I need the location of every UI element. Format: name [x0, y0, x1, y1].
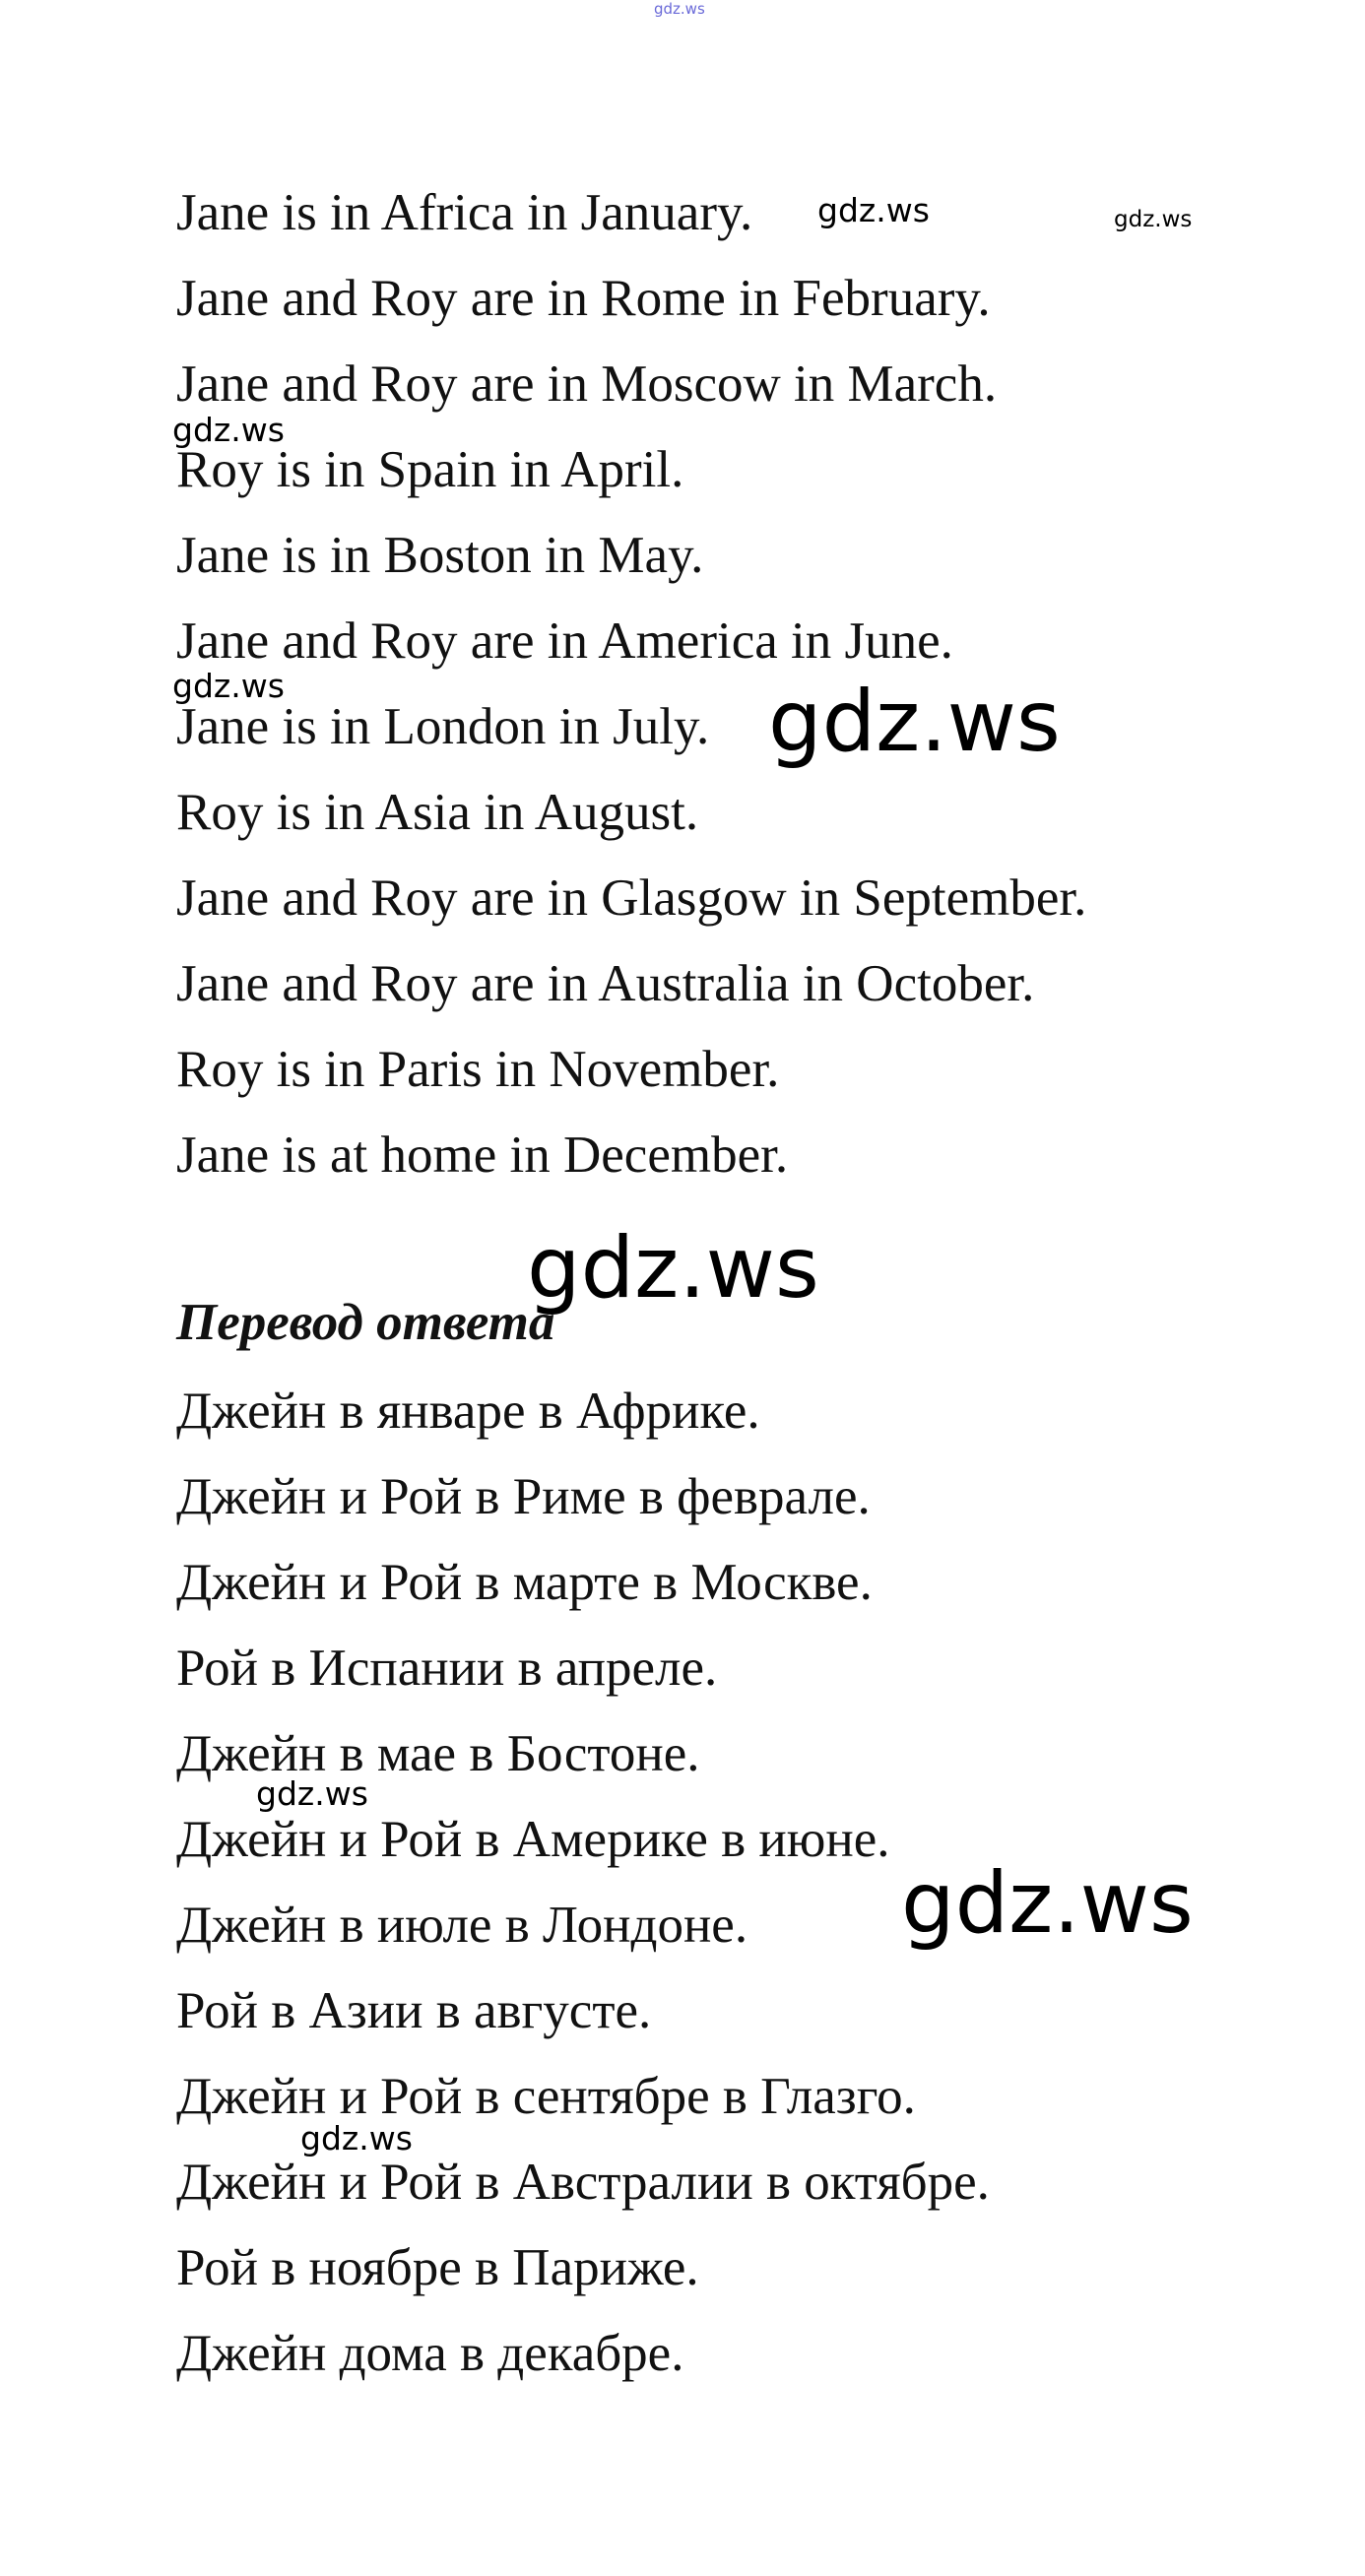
watermark-small: gdz.ws: [256, 1774, 368, 1813]
russian-line-5: Джейн в мае в Бостоне.: [176, 1725, 700, 1782]
english-line-2: Jane and Roy are in Rome in February.: [176, 270, 991, 327]
russian-line-4: Рой в Испании в апреле.: [176, 1640, 718, 1697]
watermark-corner: gdz.ws: [1114, 207, 1193, 232]
translation-heading: Перевод ответа: [176, 1294, 555, 1351]
russian-line-3: Джейн и Рой в марте в Москве.: [176, 1554, 873, 1611]
watermark-small: gdz.ws: [300, 2119, 413, 2157]
russian-line-12: Джейн дома в декабре.: [176, 2325, 684, 2382]
russian-line-10: Джейн и Рой в Австралии в октябре.: [176, 2154, 990, 2211]
watermark-small: gdz.ws: [172, 667, 285, 705]
english-line-12: Jane is at home in December.: [176, 1127, 789, 1184]
watermark-large: gdz.ws: [527, 1219, 819, 1318]
watermark-large: gdz.ws: [768, 673, 1061, 771]
watermark-small: gdz.ws: [817, 191, 930, 229]
english-line-3: Jane and Roy are in Moscow in March.: [176, 355, 998, 413]
watermark-top: gdz.ws: [654, 0, 705, 18]
russian-line-2: Джейн и Рой в Риме в феврале.: [176, 1468, 871, 1525]
english-line-1: Jane is in Africa in January.: [176, 184, 753, 241]
russian-line-6: Джейн и Рой в Америке в июне.: [176, 1811, 890, 1868]
english-line-10: Jane and Roy are in Australia in October.: [176, 955, 1035, 1012]
russian-line-7: Джейн в июле в Лондоне.: [176, 1897, 748, 1954]
russian-line-1: Джейн в январе в Африке.: [176, 1383, 760, 1440]
watermark-small: gdz.ws: [172, 411, 285, 449]
english-line-9: Jane and Roy are in Glasgow in September.: [176, 869, 1087, 927]
russian-line-8: Рой в Азии в августе.: [176, 1982, 652, 2039]
english-line-7: Jane is in London in July.: [176, 698, 710, 755]
english-line-6: Jane and Roy are in America in June.: [176, 612, 953, 670]
russian-line-9: Джейн и Рой в сентябре в Глазго.: [176, 2068, 916, 2125]
russian-line-11: Рой в ноябре в Париже.: [176, 2239, 699, 2296]
english-line-8: Roy is in Asia in August.: [176, 784, 699, 841]
english-line-4: Roy is in Spain in April.: [176, 441, 684, 498]
english-line-11: Roy is in Paris in November.: [176, 1041, 780, 1098]
watermark-large: gdz.ws: [901, 1854, 1194, 1953]
english-line-5: Jane is in Boston in May.: [176, 527, 704, 584]
